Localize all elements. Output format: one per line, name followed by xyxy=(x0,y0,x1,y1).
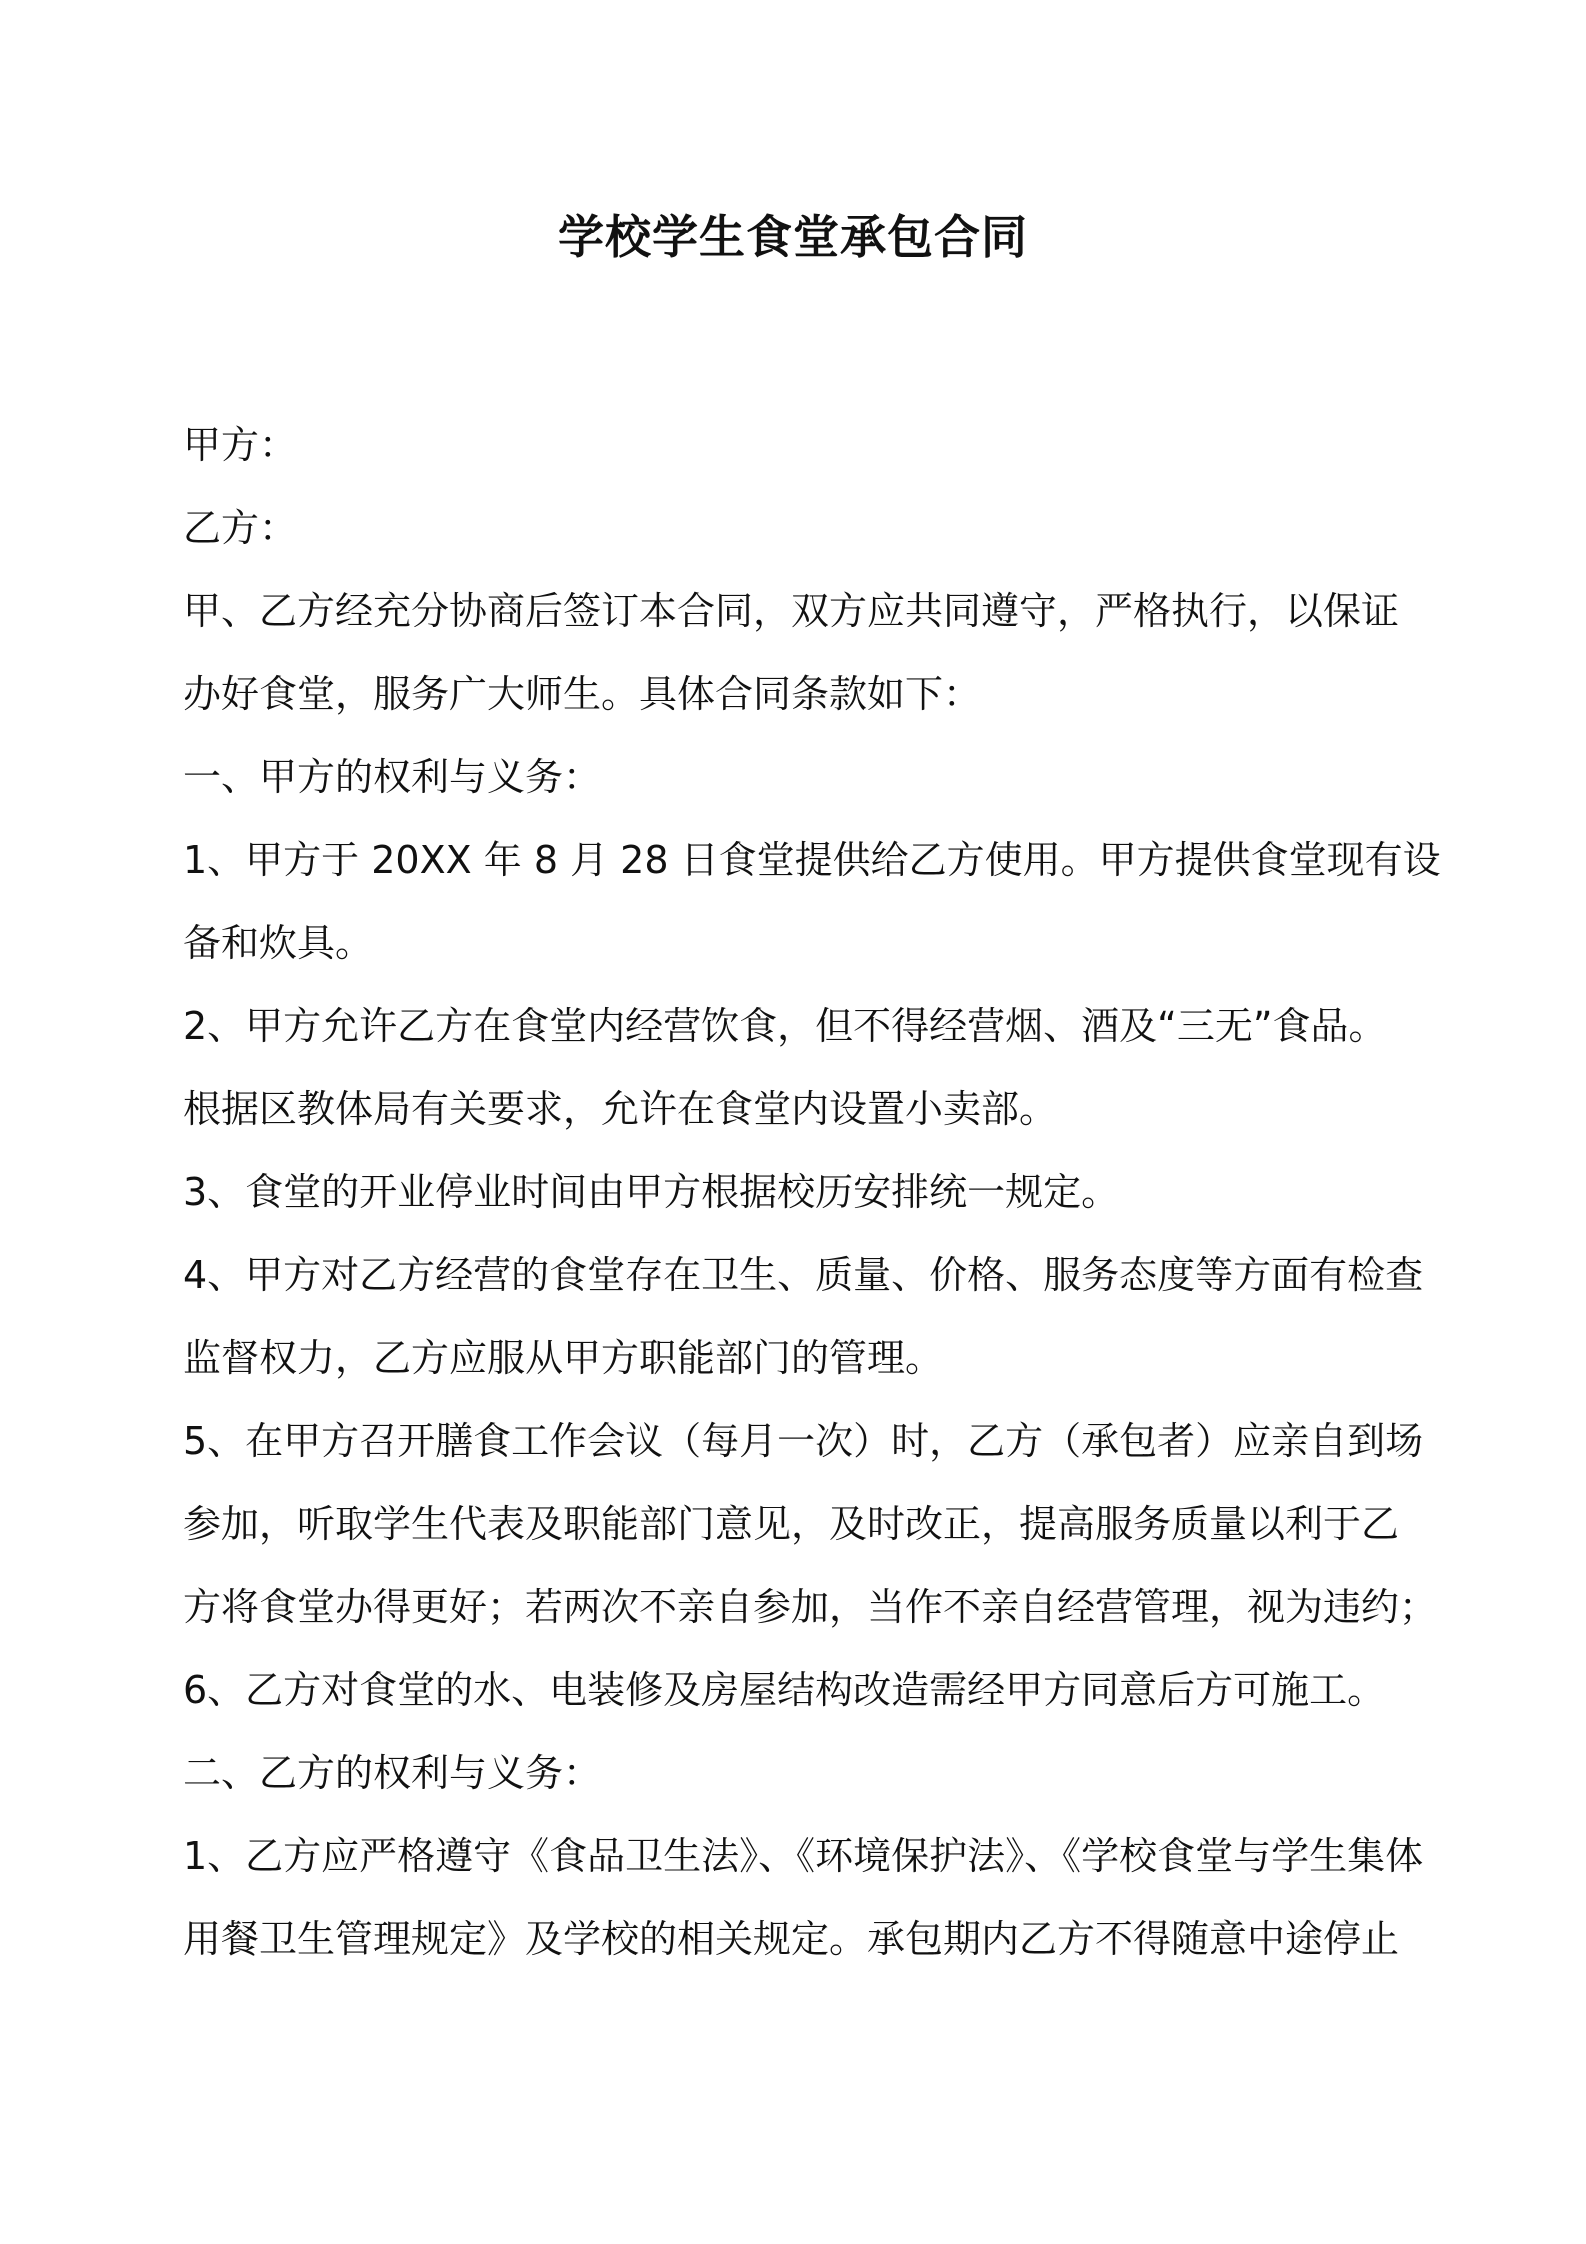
text-line: 甲方： xyxy=(183,423,298,467)
text-line: 4、甲方对乙方经营的食堂存在卫生、质量、价格、服务态度等方面有检查 xyxy=(183,1253,1424,1297)
text-line: 办好食堂，服务广大师生。具体合同条款如下： xyxy=(183,672,982,716)
text-line: 6、乙方对食堂的水、电装修及房屋结构改造需经甲方同意后方可施工。 xyxy=(183,1668,1386,1712)
text-line: 5、在甲方召开膳食工作会议（每月一次）时，乙方（承包者）应亲自到场 xyxy=(183,1419,1424,1463)
text-line: 用餐卫生管理规定》及学校的相关规定。承包期内乙方不得随意中途停止 xyxy=(183,1917,1400,1961)
text-line: 乙方： xyxy=(183,506,298,550)
text-line: 甲、乙方经充分协商后签订本合同，双方应共同遵守，严格执行，以保证 xyxy=(183,589,1400,633)
section-heading: 二、乙方的权利与义务： xyxy=(183,1751,602,1795)
document-body xyxy=(183,404,1441,1981)
text-line: 1、乙方应严格遵守《食品卫生法》、《环境保护法》、《学校食堂与学生集体 xyxy=(183,1834,1424,1878)
text-line: 3、食堂的开业停业时间由甲方根据校历安排统一规定。 xyxy=(183,1170,1120,1214)
text-line: 根据区教体局有关要求，允许在食堂内设置小卖部。 xyxy=(183,1087,1058,1131)
text-line: 参加，听取学生代表及职能部门意见，及时改正，提高服务质量以利于乙 xyxy=(183,1502,1400,1546)
section-heading: 一、甲方的权利与义务： xyxy=(183,755,602,799)
text-line: 监督权力，乙方应服从甲方职能部门的管理。 xyxy=(183,1336,944,1380)
text-line: 2、甲方允许乙方在食堂内经营饮食，但不得经营烟、酒及“三无”食品。 xyxy=(183,1004,1387,1048)
text-line: 1、甲方于 20XX 年 8 月 28 日食堂提供给乙方使用。甲方提供食堂现有设 xyxy=(183,838,1441,882)
text-line: 方将食堂办得更好；若两次不亲自参加，当作不亲自经营管理，视为违约； xyxy=(183,1585,1438,1629)
text-line: 备和炊具。 xyxy=(183,921,374,965)
document-title: 学校学生食堂承包合同 xyxy=(558,210,1028,264)
